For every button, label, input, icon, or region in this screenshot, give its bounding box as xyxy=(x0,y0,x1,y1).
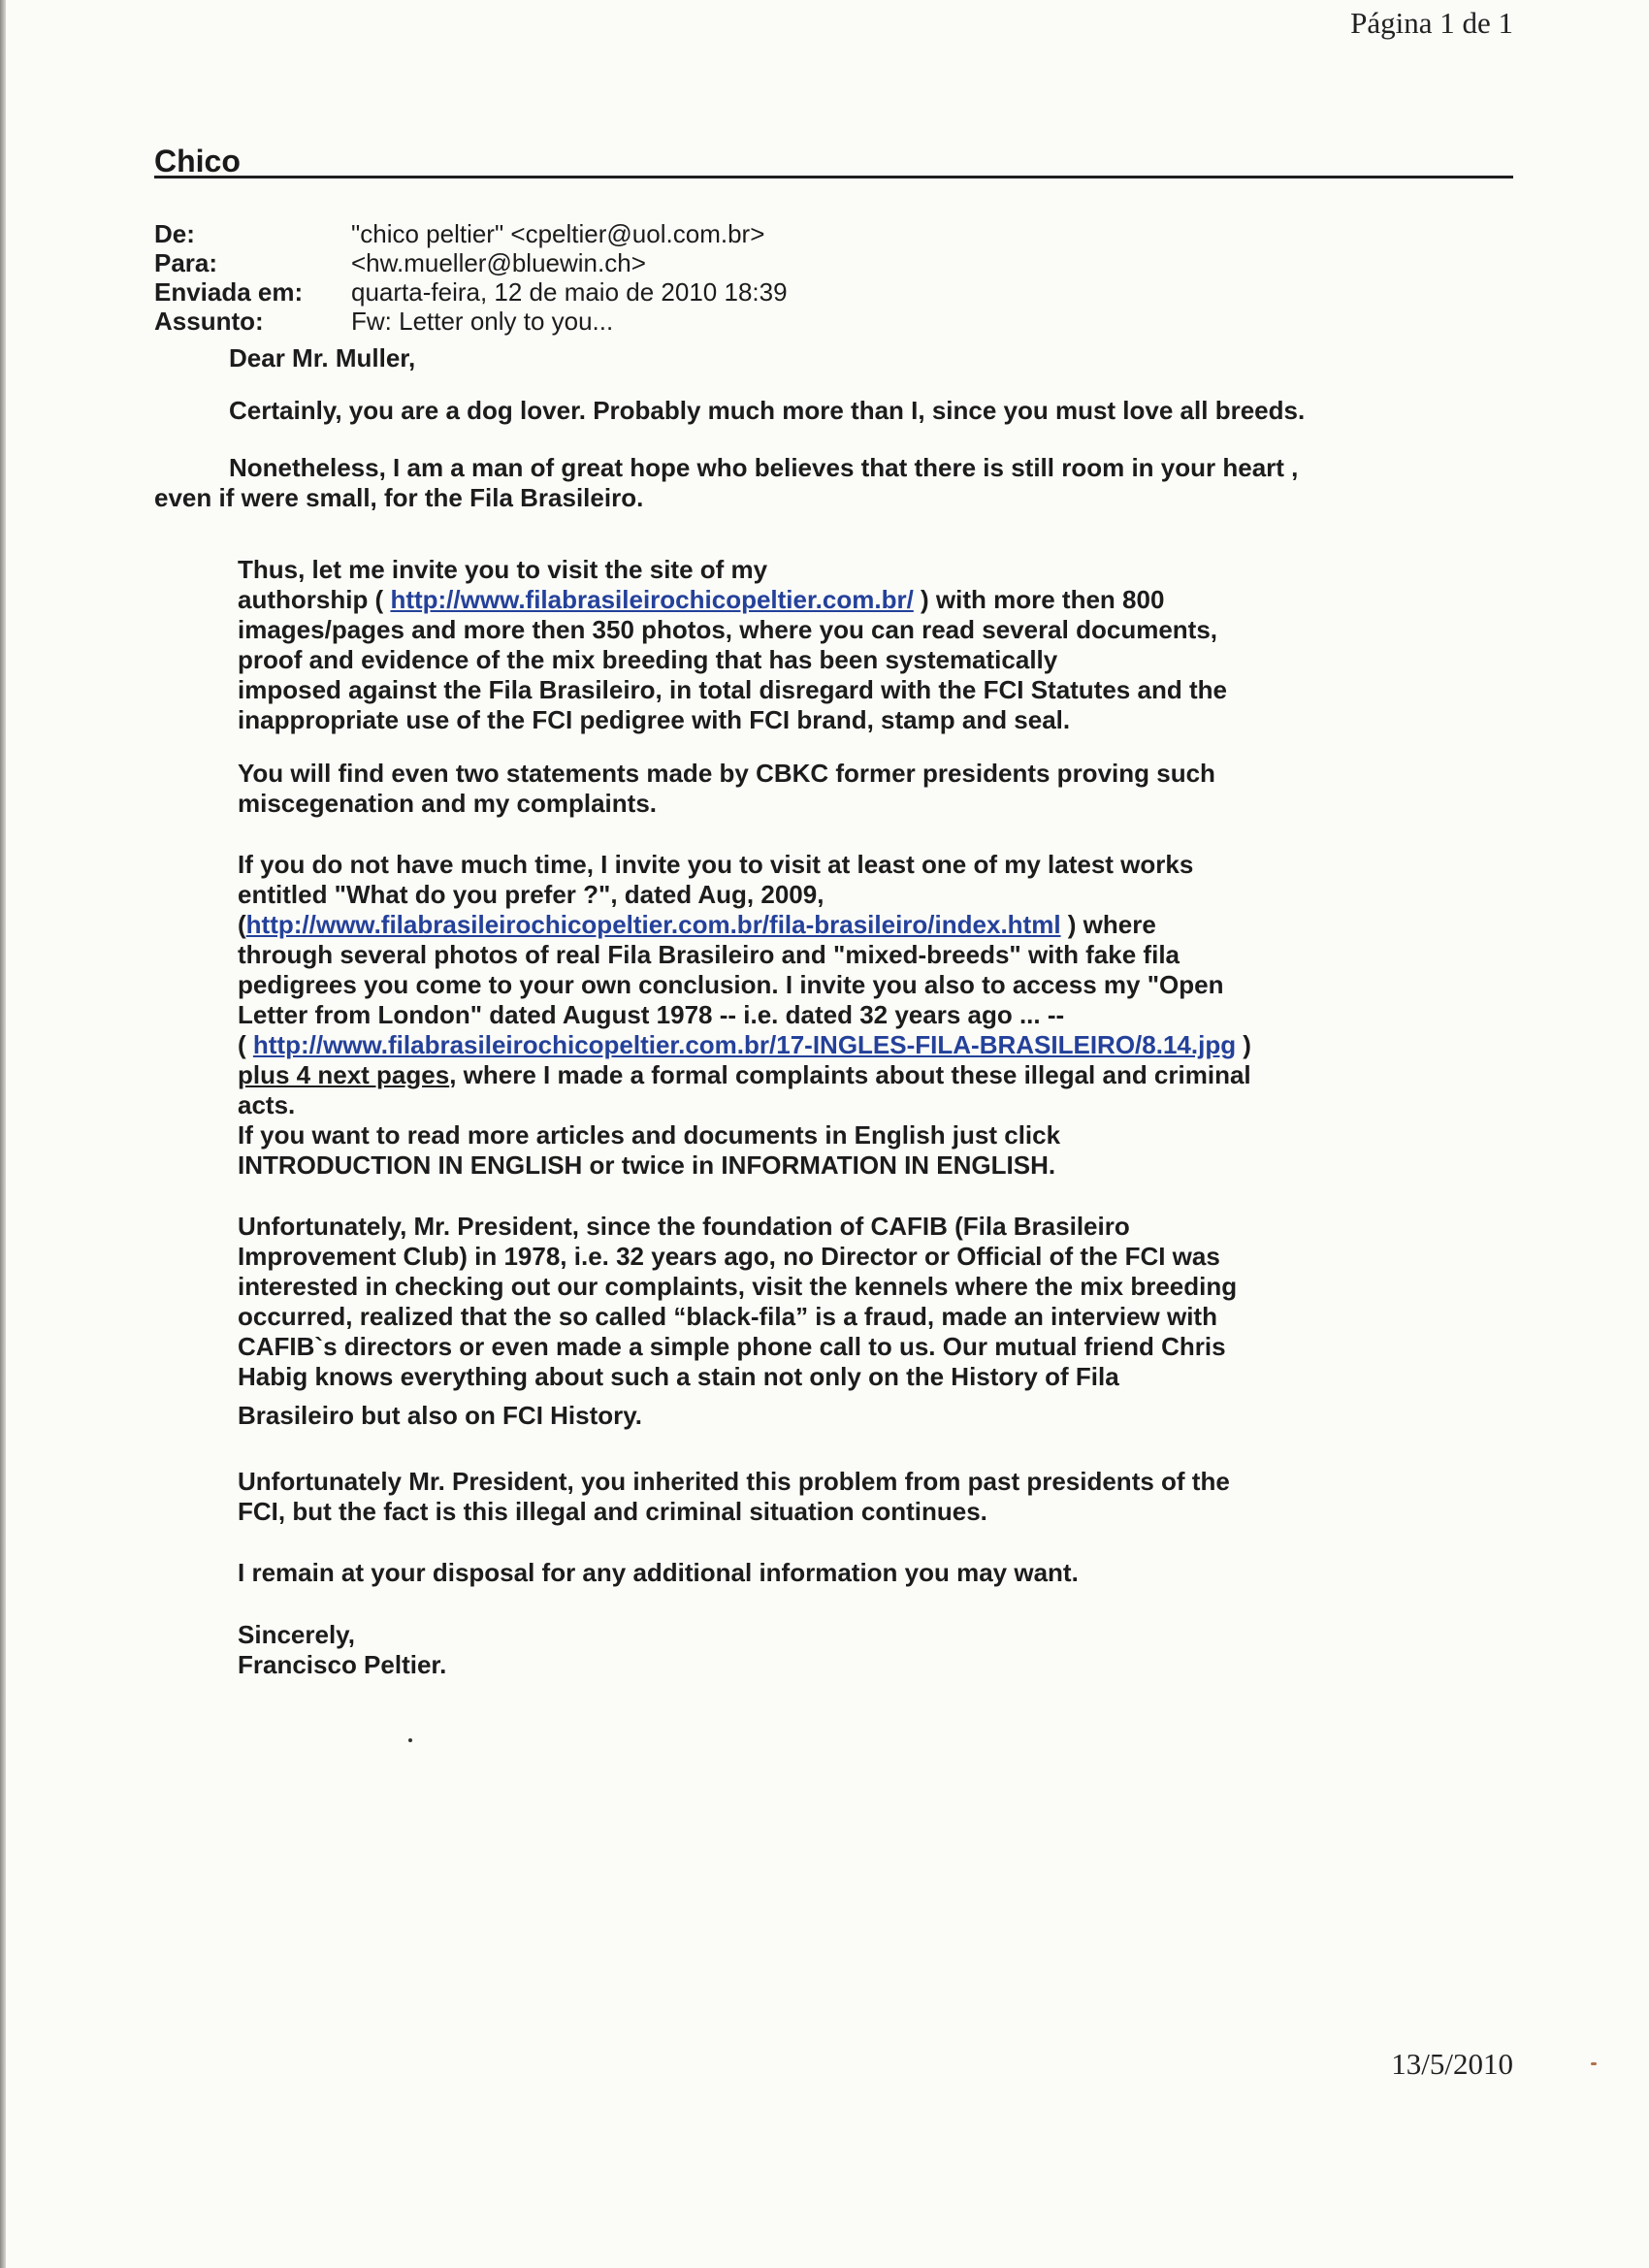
header-value: Fw: Letter only to you... xyxy=(351,307,614,336)
salutation: Dear Mr. Muller, xyxy=(229,343,416,373)
text-line: Nonetheless, I am a man of great hope who believes that there is still room in your heart , xyxy=(229,453,1299,482)
text-line: pedigrees you come to your own conclusion. I invite you also to access my "Open xyxy=(238,970,1224,999)
header-label: Enviada em: xyxy=(154,277,304,307)
text-line: If you want to read more articles and documents in English just click xyxy=(238,1120,1061,1150)
text-line: inappropriate use of the FCI pedigree with FCI brand, stamp and seal. xyxy=(238,705,1071,734)
text-line: Thus, let me invite you to visit the site of my xyxy=(238,555,768,584)
text-line xyxy=(238,585,1382,615)
scan-speck xyxy=(408,1738,412,1742)
header-value: <hw.mueller@bluewin.ch> xyxy=(351,248,646,277)
closing: Sincerely, xyxy=(238,1620,355,1649)
text-line: If you do not have much time, I invite you to visit at least one of my latest works xyxy=(238,850,1194,879)
header-label: Para: xyxy=(154,248,218,277)
text-line: through several photos of real Fila Brasileiro and "mixed-breeds" with fake fila xyxy=(238,940,1180,969)
closing-block xyxy=(238,1620,1382,1680)
text-line: You will find even two statements made by CBKC former presidents proving such xyxy=(238,759,1215,788)
header-from xyxy=(154,219,1318,248)
header-label: De: xyxy=(154,219,195,248)
open-letter-link[interactable]: http://www.filabrasileirochicopeltier.com.br/17-INGLES-FILA-BRASILEIRO/8.14.jpg xyxy=(252,1030,1237,1059)
underlined-text: plus 4 next pages xyxy=(238,1060,450,1089)
text-line: Habig knows everything about such a stain not only on the History of Fila xyxy=(238,1362,1119,1391)
text-line: Letter from London" dated August 1978 -- i.e. dated 32 years ago ... -- xyxy=(238,1000,1065,1029)
site-link[interactable]: http://www.filabrasileirochicopeltier.com.br/ xyxy=(390,585,914,614)
text-line: Brasileiro but also on FCI History. xyxy=(238,1401,643,1430)
text-span: ) xyxy=(1236,1030,1251,1059)
text-line: entitled "What do you prefer ?", dated Aug, 2009, xyxy=(238,880,824,909)
header-rule xyxy=(154,176,1513,178)
paragraph-8: I remain at your disposal for any additional information you may want. xyxy=(238,1558,1079,1587)
text-line xyxy=(238,1030,1382,1060)
text-line xyxy=(238,1060,1382,1090)
text-line: proof and evidence of the mix breeding that has been systematically xyxy=(238,645,1058,674)
text-line: FCI, but the fact is this illegal and criminal situation continues. xyxy=(238,1497,987,1526)
paragraph-5 xyxy=(238,850,1382,1181)
text-line: even if were small, for the Fila Brasileiro. xyxy=(154,483,644,512)
text-line: images/pages and more then 350 photos, where you can read several documents, xyxy=(238,615,1218,644)
text-span: ) where xyxy=(1060,910,1156,939)
text-line: Improvement Club) in 1978, i.e. 32 years ago, no Director or Official of the FCI was xyxy=(238,1242,1220,1271)
text-line: INTRODUCTION IN ENGLISH or twice in INFORMATION IN ENGLISH. xyxy=(238,1150,1056,1180)
header-value: quarta-feira, 12 de maio de 2010 18:39 xyxy=(351,277,788,307)
text-line: miscegenation and my complaints. xyxy=(238,789,657,818)
text-line xyxy=(238,910,1382,940)
paragraph-1: Certainly, you are a dog lover. Probably much more than I, since you must love all breeds. xyxy=(229,396,1306,425)
header-subject xyxy=(154,307,1318,336)
text-line: imposed against the Fila Brasileiro, in total disregard with the FCI Statutes and the xyxy=(238,675,1227,704)
paragraph-6 xyxy=(238,1212,1382,1431)
paragraph-7 xyxy=(238,1467,1382,1527)
text-span: ( xyxy=(238,910,246,939)
header-sent xyxy=(154,277,1318,307)
paragraph-4 xyxy=(238,759,1382,819)
text-line: CAFIB`s directors or even made a simple phone call to us. Our mutual friend Chris xyxy=(238,1332,1226,1361)
paragraph-3 xyxy=(238,555,1382,735)
page-number: Página 1 de 1 xyxy=(1350,6,1513,40)
header-to xyxy=(154,248,1318,277)
text-span: authorship ( xyxy=(238,585,391,614)
text-span: ( xyxy=(238,1030,253,1059)
text-span: ) with more then 800 xyxy=(913,585,1165,614)
text-line: Unfortunately, Mr. President, since the foundation of CAFIB (Fila Brasileiro xyxy=(238,1212,1130,1241)
sender-name: Chico xyxy=(154,144,241,178)
header-value: "chico peltier" <cpeltier@uol.com.br> xyxy=(351,219,765,248)
scanned-page-edge xyxy=(0,0,6,2268)
header-label: Assunto: xyxy=(154,307,264,336)
scan-speck xyxy=(1591,2062,1597,2065)
what-do-you-prefer-link[interactable]: http://www.filabrasileirochicopeltier.com.br/fila-brasileiro/index.html xyxy=(245,910,1061,939)
signature: Francisco Peltier. xyxy=(238,1650,447,1679)
paragraph-2 xyxy=(154,453,1415,513)
text-line: Unfortunately Mr. President, you inherited this problem from past presidents of the xyxy=(238,1467,1230,1496)
text-line: interested in checking out our complaints, visit the kennels where the mix breeding xyxy=(238,1272,1238,1301)
text-line: occurred, realized that the so called “black-fila” is a fraud, made an interview with xyxy=(238,1302,1217,1331)
email-headers xyxy=(154,219,1318,336)
text-line: acts. xyxy=(238,1090,296,1119)
text-span: , where I made a formal complaints about these illegal and criminal xyxy=(449,1060,1251,1089)
footer-date: 13/5/2010 xyxy=(1391,2047,1513,2081)
